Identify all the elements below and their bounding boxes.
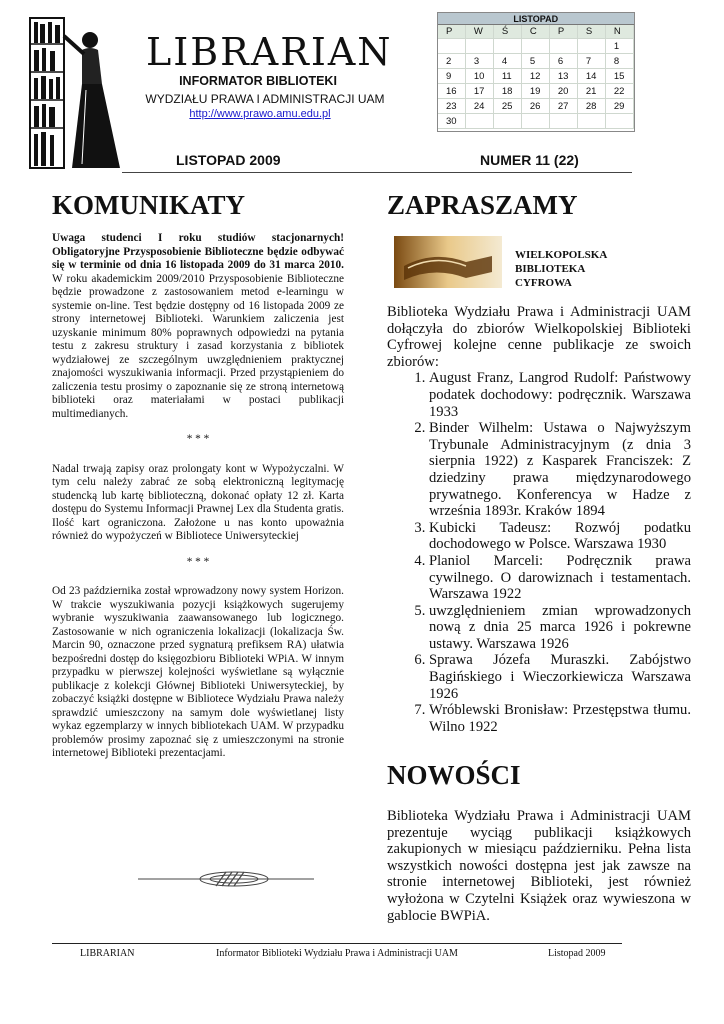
- announcement-3: Od 23 października został wprowadzony nowy system Horizon. W trakcie wyszukiwania pozycji książkowych sugerujemy wybranie wyszukiwania zaawansowanego lub logicznego. Zastosowanie w nich ograniczenia lokalizacji (lokalizacja Św. Marcin 90, oznaczone przed sygnaturą prefiksem RA) ułatwia bezpośredni dostęp do księgozbioru Biblioteki WPiA. W innym przypadku w pierwszej kolejności wyświetlane są wyłącznie publikacje z kolekcji Głównej Biblioteki Uniwersyteckiej, by zobaczyć książki dostępne w Bibliotece Wydziału Prawa należy sprawdzić umieszczony na samym dole wyświetlanej listy wykaz egzemplarzy w innych bibliotekach UAM. W przypadku problemów prosimy zapoznać się z umieszczonymi na stronie internetowej Biblioteki prezentacjami.: [52, 585, 344, 759]
- newsletter-subtitle: INFORMATOR BIBLIOTEKI: [179, 74, 337, 88]
- calendar-week: [438, 114, 634, 129]
- calendar-day: 3: [465, 54, 493, 69]
- announcement-2: Nadal trwają zapisy oraz prolongaty kont w Wypożyczalni. W tym celu należy zabrać ze sobą elektroniczną legitymację studencką lub kartę biblioteczną, dokonać opłaty 12 zł. Karta dostępu do Systemu Informacji Prawnej Lex dla Studenta gratis. Ilość kart ograniczona. Założone u nas konto upoważnia również do wypożyczeń w Bibliotece Uniwersyteckiej: [52, 462, 344, 542]
- calendar-day: 8: [605, 54, 633, 69]
- calendar-day: [577, 114, 605, 129]
- weekday: N: [605, 25, 633, 39]
- calendar-day: 10: [465, 69, 493, 84]
- calendar-day: 18: [493, 84, 521, 99]
- weekday: Ś: [493, 25, 521, 39]
- calendar-day: 24: [465, 99, 493, 114]
- calendar-month: LISTOPAD: [438, 13, 634, 25]
- wbc-label: [515, 248, 607, 290]
- calendar-day: 11: [493, 69, 521, 84]
- calendar-day: 25: [493, 99, 521, 114]
- weekday: P: [438, 25, 465, 39]
- calendar-day: 5: [521, 54, 549, 69]
- calendar-day: 14: [577, 69, 605, 84]
- calendar-day: [465, 114, 493, 129]
- calendar-day: 29: [605, 99, 633, 114]
- separator: * * *: [186, 433, 210, 445]
- wbc-intro: Biblioteka Wydziału Prawa i Administracji UAM dołączyła do zbiorów Wielkopolskiej Biblioteki Cyfrowej kolejne cenne publikacje ze swoich zbiorów:: [387, 304, 691, 370]
- calendar-day: 26: [521, 99, 549, 114]
- announcement-1: [52, 232, 344, 421]
- footer-title: LIBRARIAN: [80, 948, 135, 959]
- calendar-day: [521, 114, 549, 129]
- publication-list: [387, 370, 691, 735]
- wbc-label-line: CYFROWA: [515, 277, 572, 289]
- calendar-week: [438, 39, 634, 54]
- announcement-1-lead: Uwaga studenci I roku studiów stacjonarnych! Obligatoryjne Przysposobienie Biblioteczne będzie odbywać się w terminie od dnia 16 listopada 2009 do 31 marca 2010.: [52, 232, 344, 271]
- calendar-day: 30: [438, 114, 465, 129]
- calendar-day: 2: [438, 54, 465, 69]
- calendar-day: 9: [438, 69, 465, 84]
- faculty-name: WYDZIAŁU PRAWA I ADMINISTRACJI UAM: [145, 92, 385, 106]
- issue-number: NUMER 11 (22): [480, 152, 579, 168]
- invitation-column: [387, 304, 691, 735]
- issue-date: LISTOPAD 2009: [176, 152, 281, 168]
- announcement-1-body: W roku akademickim 2009/2010 Przysposobienie Biblioteczne będzie prowadzone z zastosowaniem metod e-learningu w systemie on-line. Test będzie dostępny od 16 listopada 2009 ze strony internetowej Biblioteki. Warunkiem zaliczenia jest uzyskanie minimum 80% poprawnych odpowiedzi na pytania testu z zakresu struktury i zasad korzystania z bibliotek wydziałowej ze szczególnym uwzględnieniem praktycznej znajomości wyszukiwania informacji. Przed przystąpieniem do zaliczenia testu prosimy o zapoznanie się ze stroną internetową biblioteki oraz materiałami w postaci publikacji multimedianych.: [52, 272, 344, 420]
- decorative-flourish: [138, 866, 314, 892]
- calendar-day: 4: [493, 54, 521, 69]
- calendar-day: 28: [577, 99, 605, 114]
- calendar-weekdays: [438, 25, 634, 39]
- calendar-day: 6: [549, 54, 577, 69]
- list-item: 1. August Franz, Langrod Rudolf: Państwowy podatek dochodowy: podręcznik. Warszawa 1933: [429, 370, 691, 420]
- footer-description: Informator Biblioteki Wydziału Prawa i Administracji UAM: [216, 948, 458, 959]
- calendar-day: 20: [549, 84, 577, 99]
- heading-komunikaty: KOMUNIKATY: [52, 190, 245, 220]
- announcements-column: [52, 232, 344, 773]
- list-item: 6. Sprawa Józefa Muraszki. Zabójstwo Bagińskiego i Wieczorkiewicza Warszawa 1926: [429, 652, 691, 702]
- newsletter-title: LIBRARIAN: [146, 30, 393, 74]
- wbc-label-line: WIELKOPOLSKA: [515, 249, 608, 261]
- calendar-day: 12: [521, 69, 549, 84]
- weekday: S: [577, 25, 605, 39]
- calendar-day: [549, 114, 577, 129]
- calendar-day: 17: [465, 84, 493, 99]
- weekday: P: [549, 25, 577, 39]
- list-item: 4. Planiol Marceli: Podręcznik prawa cywilnego. O darowiznach i testamentach. Warszawa 1922: [429, 553, 691, 603]
- news-text: Biblioteka Wydziału Prawa i Administracji UAM prezentuje wyciąg publikacji książkowych zakupionych w miesiącu październiku. Pełna lista wszystkich nowości dostępna jest jak zawsze na stronie internetowej Biblioteki, jest również wyłożona w Czytelni Książek oraz wywieszona w gablocie BWPiA.: [387, 808, 691, 924]
- weekday: W: [465, 25, 493, 39]
- heading-nowosci: NOWOŚCI: [387, 760, 521, 790]
- calendar-day: [521, 39, 549, 54]
- calendar-day: 15: [605, 69, 633, 84]
- list-item: 7. Wróblewski Bronisław: Przestępstwa tłumu. Wilno 1922: [429, 702, 691, 735]
- calendar-days: [438, 39, 634, 129]
- calendar-day: [493, 114, 521, 129]
- calendar: [437, 12, 635, 132]
- separator: * * *: [186, 555, 210, 568]
- calendar-day: 23: [438, 99, 465, 114]
- calendar-day: 1: [605, 39, 633, 54]
- faculty-link[interactable]: http://www.prawo.amu.edu.pl: [189, 108, 331, 120]
- list-item: 5. uwzględnieniem zmian wprowadzonych nową z dnia 25 marca 1926 i pokrewne ustawy. Warszawa 1926: [429, 603, 691, 653]
- calendar-day: 27: [549, 99, 577, 114]
- calendar-day: [438, 39, 465, 54]
- footer-date: Listopad 2009: [548, 948, 606, 959]
- calendar-week: [438, 54, 634, 69]
- calendar-week: [438, 69, 634, 84]
- librarian-illustration: [28, 14, 124, 172]
- weekday: C: [521, 25, 549, 39]
- calendar-day: 7: [577, 54, 605, 69]
- calendar-day: 22: [605, 84, 633, 99]
- calendar-day: [465, 39, 493, 54]
- calendar-day: [493, 39, 521, 54]
- calendar-week: [438, 84, 634, 99]
- list-item: 3. Kubicki Tadeusz: Rozwój podatku dochodowego w Polsce. Warszawa 1930: [429, 520, 691, 553]
- wbc-books-image: [394, 236, 502, 288]
- calendar-day: [577, 39, 605, 54]
- list-item: 2. Binder Wilhelm: Ustawa o Najwyższym Trybunale Administracyjnym (z dnia 3 sierpnia 1922) z Kasparek Franciszek: Z dziedziny prawa międzynarodowego prywatnego. Konferencya w Hadze z września 1893r. Kraków 1894: [429, 420, 691, 520]
- calendar-day: 16: [438, 84, 465, 99]
- calendar-day: 21: [577, 84, 605, 99]
- calendar-day: [605, 114, 633, 129]
- calendar-week: [438, 99, 634, 114]
- calendar-day: 13: [549, 69, 577, 84]
- calendar-day: [549, 39, 577, 54]
- calendar-day: 19: [521, 84, 549, 99]
- header-divider: [122, 172, 632, 173]
- footer-divider: [52, 943, 622, 944]
- heading-zapraszamy: ZAPRASZAMY: [387, 190, 578, 220]
- wbc-label-line: BIBLIOTEKA: [515, 263, 586, 275]
